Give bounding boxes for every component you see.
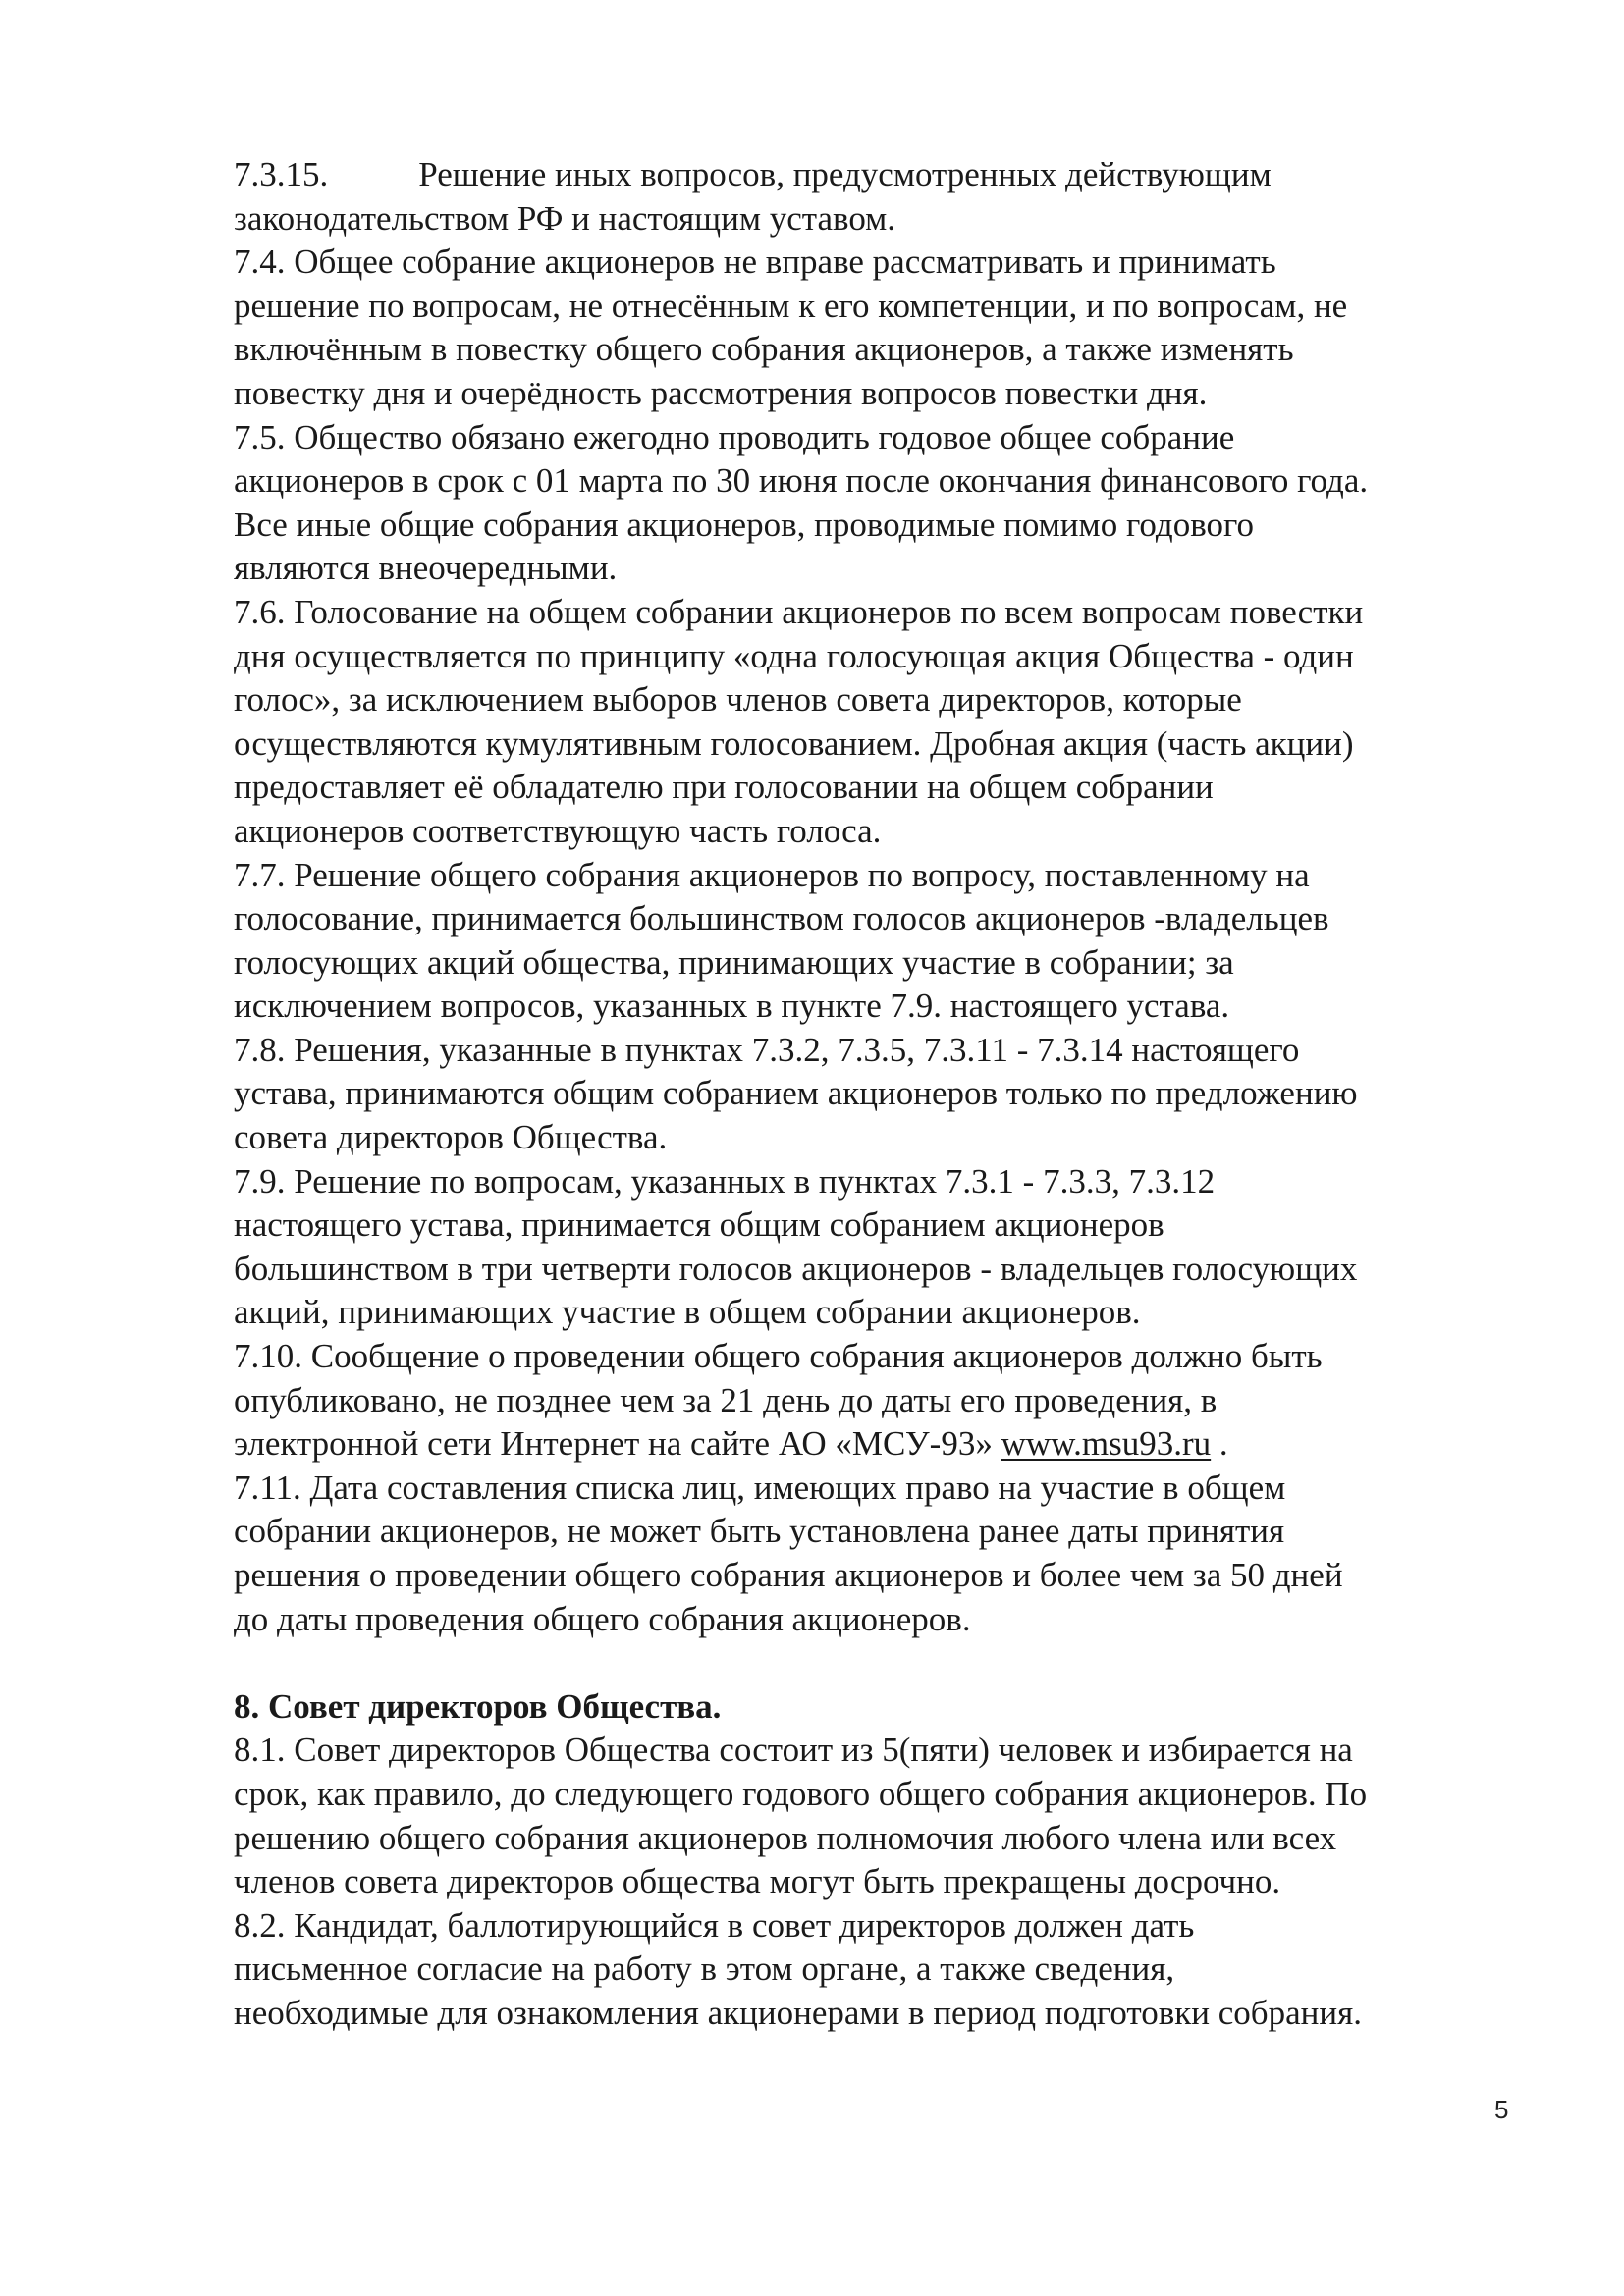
clause-8-2-line: письменное согласие на работу в этом органе, а также сведения, (234, 1949, 1175, 1989)
clause-7-7-line: голосование, принимается большинством голосов акционеров -владельцев (234, 899, 1329, 938)
clause-7-6-line: голос», за исключением выборов членов совета директоров, которые (234, 680, 1242, 720)
paragraph-spacer (234, 1641, 1530, 1685)
clause-7-4-line: включённым в повестку общего собрания акционеров, а также изменять (234, 330, 1294, 369)
clause-7-9-line: 7.9. Решение по вопросам, указанных в пунктах 7.3.1 - 7.3.3, 7.3.12 (234, 1161, 1216, 1201)
clause-number: 7.3.15. (234, 155, 329, 193)
clause-8-1-line: решению общего собрания акционеров полномочия любого члена или всех (234, 1818, 1337, 1857)
clause-7-10-text: электронной сети Интернет на сайте АО «МСУ-93» (234, 1424, 1001, 1464)
clause-7-11-line: решения о проведении общего собрания акционеров и более чем за 50 дней (234, 1556, 1343, 1594)
clause-8-2-line: необходимые для ознакомления акционерами в период подготовки собрания. (234, 1993, 1362, 2032)
clause-7-5-line: являются внеочередными. (234, 549, 618, 588)
clause-7-9-line: акций, принимающих участие в общем собрании акционеров. (234, 1293, 1141, 1332)
clause-7-3-15-line-2: законодательством РФ и настоящим уставом. (234, 198, 896, 238)
website-link[interactable]: www.msu93.ru (1001, 1424, 1212, 1464)
clause-7-8-line: совета директоров Общества. (234, 1118, 668, 1157)
clause-7-4-line: решение по вопросам, не отнесённым к его компетенции, и по вопросам, не (234, 286, 1348, 325)
clause-7-7-line: исключением вопросов, указанных в пункте 7.9. настоящего устава. (234, 987, 1230, 1026)
clause-7-7-line: голосующих акций общества, принимающих участие в собрании; за (234, 942, 1234, 982)
clause-7-5-line: акционеров в срок с 01 марта по 30 июня после окончания финансового года. (234, 461, 1369, 501)
clause-7-4-line: 7.4. Общее собрание акционеров не вправе рассматривать и принимать (234, 242, 1276, 282)
clause-7-10-line (234, 1422, 1530, 1467)
clause-7-6-line: акционеров соответствующую часть голоса. (234, 811, 882, 850)
clause-7-10-line: опубликовано, не позднее чем за 21 день до даты его проведения, в (234, 1380, 1218, 1419)
page-number: 5 (1494, 2095, 1509, 2124)
clause-7-6-line: 7.6. Голосование на общем собрании акционеров по всем вопросам повестки (234, 592, 1364, 631)
section-8-heading: 8. Совет директоров Общества. (234, 1686, 722, 1726)
clause-7-9-line: большинством в три четверти голосов акционеров - владельцев голосующих (234, 1249, 1358, 1288)
clause-7-3-15-line-1 (234, 153, 1530, 197)
clause-7-6-line: предоставляет её обладателю при голосовании на общем собрании (234, 768, 1214, 807)
clause-8-1-line: членов совета директоров общества могут быть прекращены досрочно. (234, 1862, 1281, 1901)
clause-7-11-line: собрании акционеров, не может быть установлена ранее даты принятия (234, 1512, 1285, 1551)
clause-7-8-line: устава, принимаются общим собранием акционеров только по предложению (234, 1074, 1358, 1113)
clause-7-8-line: 7.8. Решения, указанные в пунктах 7.3.2, 7.3.5, 7.3.11 - 7.3.14 настоящего (234, 1030, 1300, 1069)
clause-7-9-line: настоящего устава, принимается общим собранием акционеров (234, 1205, 1164, 1245)
clause-7-6-line: дня осуществляется по принципу «одна голосующая акция Общества - один (234, 636, 1354, 675)
clause-7-11-line: 7.11. Дата составления списка лиц, имеющих право на участие в общем (234, 1468, 1286, 1507)
clause-7-5-line: Все иные общие собрания акционеров, проводимые помимо годового (234, 505, 1254, 544)
clause-7-7-line: 7.7. Решение общего собрания акционеров по вопросу, поставленному на (234, 855, 1310, 894)
clause-7-10-line: 7.10. Сообщение о проведении общего собрания акционеров должно быть (234, 1337, 1323, 1376)
clause-8-1-line: срок, как правило, до следующего годового общего собрания акционеров. По (234, 1774, 1368, 1813)
clause-8-1-line: 8.1. Совет директоров Общества состоит из 5(пяти) человек и избирается на (234, 1731, 1353, 1770)
clause-7-11-line: до даты проведения общего собрания акционеров. (234, 1599, 971, 1638)
page-body (234, 153, 1530, 2036)
clause-text: Решение иных вопросов, предусмотренных действующим (418, 155, 1272, 193)
clause-7-5-line: 7.5. Общество обязано ежегодно проводить годовое общее собрание (234, 417, 1235, 456)
clause-8-2-line: 8.2. Кандидат, баллотирующийся в совет директоров должен дать (234, 1905, 1195, 1945)
clause-7-6-line: осуществляются кумулятивным голосованием. Дробная акция (часть акции) (234, 723, 1354, 763)
clause-7-10-end: . (1211, 1424, 1228, 1464)
clause-7-4-line: повестку дня и очерёдность рассмотрения вопросов повестки дня. (234, 373, 1208, 412)
